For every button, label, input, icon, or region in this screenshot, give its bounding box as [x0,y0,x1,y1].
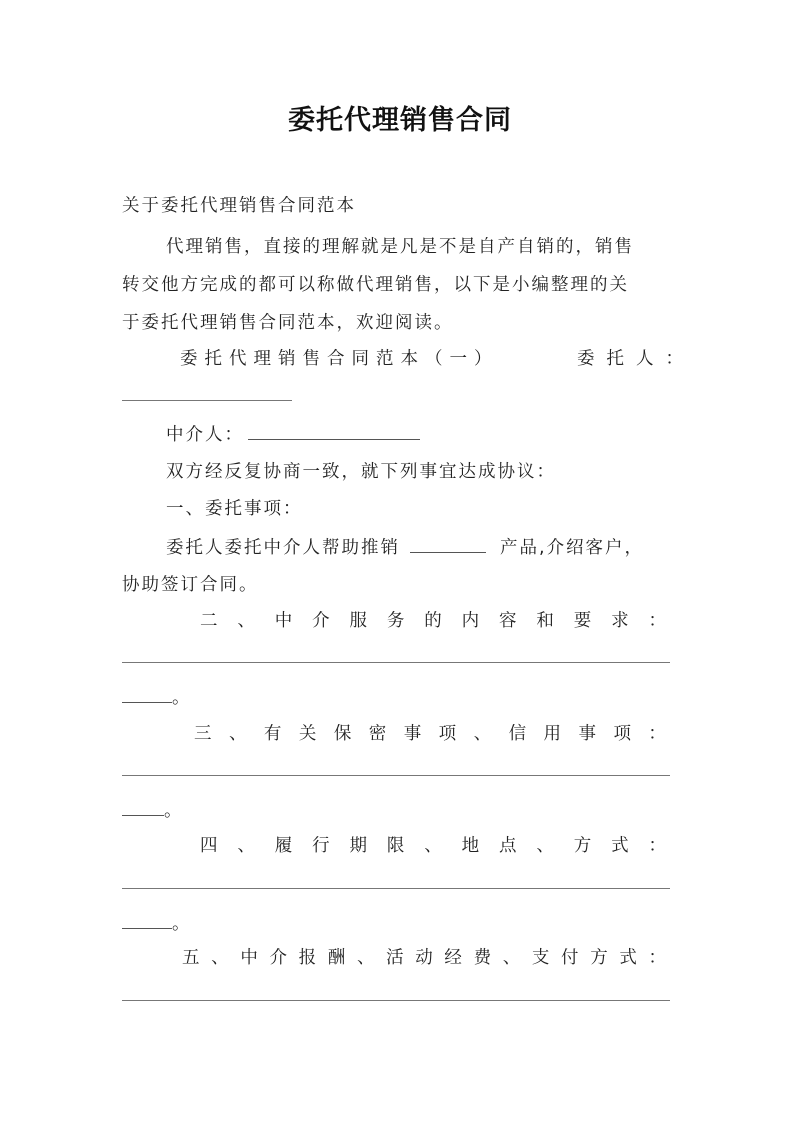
heading-char: 付 [561,948,579,968]
heading-char: 履 [274,836,293,856]
heading-char: 服 [349,611,367,631]
section-3-end [122,797,182,822]
heading-char: 五 [182,948,200,968]
heading-char: 、 [473,724,492,744]
heading-char: 项 [438,724,457,744]
heading-char: 限 [386,836,405,856]
section-3-heading [194,720,666,745]
principal-label: 委托人： [577,349,695,369]
section-3-blank-short [122,801,164,816]
heading-char: 、 [237,611,255,631]
section-1-text-c: 协助签订合同。 [122,575,259,595]
intro-line-2: 转交他方完成的都可以称做代理销售，以下是小编整理的关 [122,275,629,295]
heading-char: 有 [263,724,282,744]
heading-char: 求 [611,611,629,631]
product-blank [410,538,486,553]
heading-char: 保 [333,724,352,744]
heading-char: 、 [502,948,521,968]
heading-char: 介 [269,948,287,968]
heading-char: 中 [240,948,258,968]
heading-char: 务 [386,611,405,631]
heading-char: 式 [619,948,637,968]
heading-char: 事 [403,724,422,744]
heading-char: 经 [444,948,462,968]
heading-char: 三 [194,724,212,744]
heading-char: 期 [349,836,367,856]
heading-char: 报 [298,948,317,968]
principal-blank [122,400,292,401]
heading-char: 式 [611,836,629,856]
section-4-period: 。 [172,914,190,934]
section-4-blank-short [122,914,172,929]
heading-char: 容 [499,611,517,631]
heading-char: 活 [386,948,404,968]
heading-char: 、 [424,836,442,856]
heading-char: ： [648,948,666,968]
section-1-text-a: 委托人委托中介人帮助推销 [166,538,400,558]
heading-char: 方 [573,836,592,856]
heading-char: 动 [415,948,433,968]
heading-char: 介 [312,611,330,631]
heading-char: 项 [613,724,631,744]
heading-char: ： [648,611,666,631]
heading-char: 用 [543,724,562,744]
section-1-text [166,534,644,559]
heading-char: 、 [228,724,247,744]
section-4-heading [200,832,666,857]
section-5-blank-line [122,1000,670,1001]
sample-heading: 委托代理销售合同范本（一） [180,349,499,369]
heading-char: 费 [473,948,492,968]
heading-char: 的 [424,611,442,631]
heading-char: 二 [200,611,218,631]
heading-char: 、 [237,836,255,856]
intro-heading: 关于委托代理销售合同范本 [122,196,356,216]
intermediary-label: 中介人： [166,425,244,445]
heading-char: 事 [578,724,596,744]
heading-char: 和 [536,611,554,631]
heading-char: ： [648,836,666,856]
heading-char: 点 [499,836,517,856]
heading-char: 、 [211,948,229,968]
heading-char: 中 [274,611,293,631]
document-title: 委托代理销售合同 [288,105,512,136]
intro-line-1: 代理销售，直接的理解就是凡是不是自产自销的，销售 [166,237,634,257]
heading-char: 内 [461,611,480,631]
section-2-period: 。 [172,688,190,708]
heading-char: 信 [508,724,527,744]
section-5-heading [182,944,666,969]
section-1-text-b: 产品,介绍客户， [500,538,645,558]
section-4-blank-line [122,888,670,889]
heading-char: 要 [573,611,592,631]
heading-char: 关 [298,724,317,744]
intro-line-3: 于委托代理销售合同范本，欢迎阅读。 [122,313,454,333]
heading-char: 支 [531,948,550,968]
section-2-end [122,684,190,709]
heading-char: 方 [590,948,608,968]
heading-char: 、 [356,948,375,968]
section-2-blank-line [122,662,670,663]
section-3-period: 。 [164,801,182,821]
agreement-line: 双方经反复协商一致，就下列事宜达成协议： [166,462,556,482]
intermediary-blank [248,425,420,440]
section-3-blank-line [122,775,670,776]
section-1-heading: 一、委托事项： [166,499,303,519]
heading-char: 密 [368,724,387,744]
section-2-heading [200,607,666,632]
heading-char: 地 [461,836,480,856]
heading-char: 、 [536,836,554,856]
section-4-end [122,910,190,935]
section-2-blank-short [122,688,172,703]
heading-char: 四 [200,836,218,856]
heading-char: 行 [312,836,330,856]
intermediary-line [166,421,420,446]
heading-char: ： [648,724,666,744]
heading-char: 酬 [327,948,346,968]
